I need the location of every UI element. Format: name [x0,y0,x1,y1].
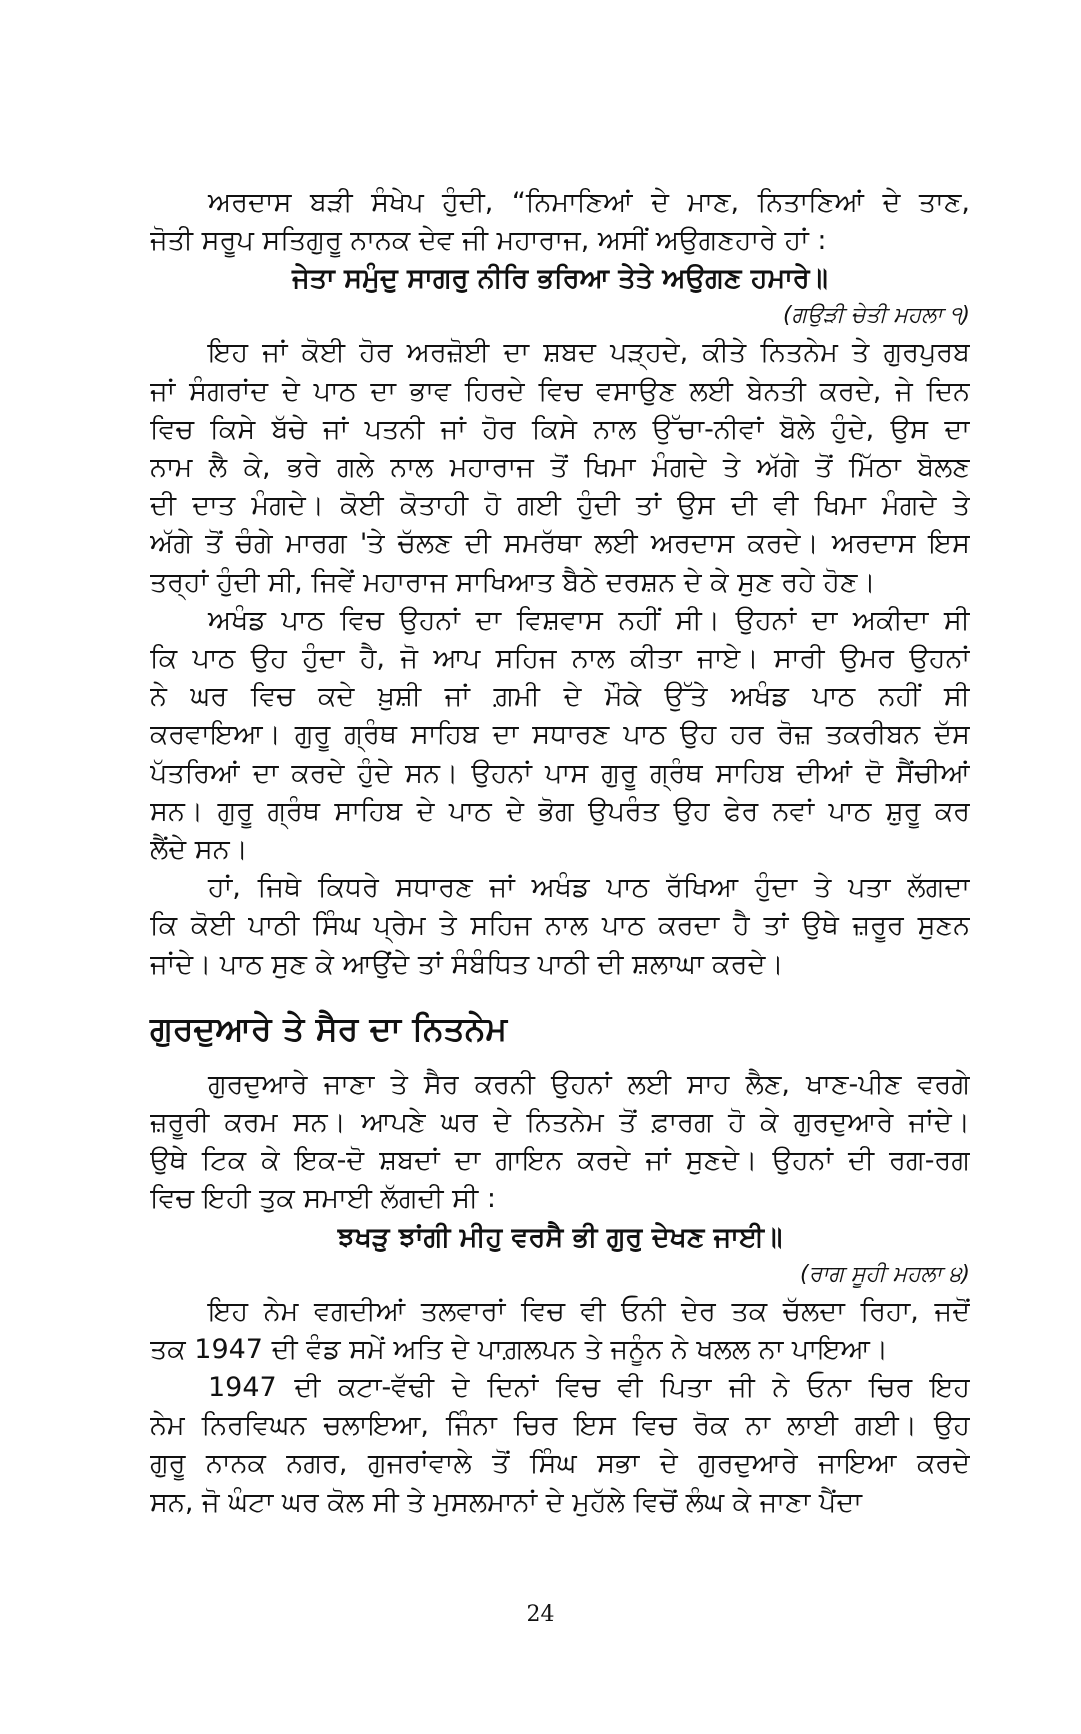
verse-citation: (ਰਾਗ ਸੂਹੀ ਮਹਲਾ ੪) [800,1261,970,1287]
text-line: ਜ਼ਰੂਰੀ ਕਰਮ ਸਨ। ਆਪਣੇ ਘਰ ਦੇ ਨਿਤਨੇਮ ਤੋਂ ਫ਼ਾਰਗ ਹੋ ਕੇ ਗੁਰਦੁਆਰੇ ਜਾਂਦੇ। [150,1107,970,1139]
text-line: ਨਾਮ ਲੈ ਕੇ, ਭਰੇ ਗਲੇ ਨਾਲ ਮਹਾਰਾਜ ਤੋਂ ਖਿਮਾ ਮੰਗਦੇ ਤੇ ਅੱਗੇ ਤੋਂ ਮਿੱਠਾ ਬੋਲਣ [150,452,970,484]
text-line: ਹਾਂ, ਜਿਥੇ ਕਿਧਰੇ ਸਧਾਰਣ ਜਾਂ ਅਖੰਡ ਪਾਠ ਰੱਖਿਆ ਹੁੰਦਾ ਤੇ ਪਤਾ ਲੱਗਦਾ [208,872,970,904]
text-line: ਗੁਰੂ ਨਾਨਕ ਨਗਰ, ਗੁਜਰਾਂਵਾਲੇ ਤੋਂ ਸਿੰਘ ਸਭਾ ਦੇ ਗੁਰਦੁਆਰੇ ਜਾਇਆ ਕਰਦੇ [150,1448,970,1480]
section-heading: ਗੁਰਦੁਆਰੇ ਤੇ ਸੈਰ ਦਾ ਨਿਤਨੇਮ [150,1008,508,1048]
paragraph [150,869,970,984]
text-line: ਵਿਚ ਇਹੀ ਤੁਕ ਸਮਾਈ ਲੱਗਦੀ ਸੀ : [150,1183,496,1215]
page-body [150,184,970,1522]
text-line: ਕਰਵਾਇਆ। ਗੁਰੂ ਗ੍ਰੰਥ ਸਾਹਿਬ ਦਾ ਸਧਾਰਣ ਪਾਠ ਉਹ ਹਰ ਰੋਜ਼ ਤਕਰੀਬਨ ਦੱਸ [150,719,970,751]
text-line: 1947 ਦੀ ਕਟਾ-ਵੱਢੀ ਦੇ ਦਿਨਾਂ ਵਿਚ ਵੀ ਪਿਤਾ ਜੀ ਨੇ ਓਨਾ ਚਿਰ ਇਹ [208,1372,970,1404]
paragraph [150,334,970,601]
text-line: ਨੇ ਘਰ ਵਿਚ ਕਦੇ ਖ਼ੁਸ਼ੀ ਜਾਂ ਗ਼ਮੀ ਦੇ ਮੌਕੇ ਉੱਤੇ ਅਖੰਡ ਪਾਠ ਨਹੀਂ ਸੀ [150,681,970,713]
scripture-verse: ਝਖੜੁ ਝਾਂਗੀ ਮੀਹੁ ਵਰਸੈ ਭੀ ਗੁਰੁ ਦੇਖਣ ਜਾਈ॥ [337,1221,783,1253]
text-line: ਗੁਰਦੁਆਰੇ ਜਾਣਾ ਤੇ ਸੈਰ ਕਰਨੀ ਉਹਨਾਂ ਲਈ ਸਾਹ ਲੈਣ, ਖਾਣ-ਪੀਣ ਵਰਗੇ [208,1068,970,1100]
text-line: ਜਾਂ ਸੰਗਰਾਂਦ ਦੇ ਪਾਠ ਦਾ ਭਾਵ ਹਿਰਦੇ ਵਿਚ ਵਸਾਉਣ ਲਈ ਬੇਨਤੀ ਕਰਦੇ, ਜੇ ਦਿਨ [150,375,970,407]
text-line: ਅਖੰਡ ਪਾਠ ਵਿਚ ਉਹਨਾਂ ਦਾ ਵਿਸ਼ਵਾਸ ਨਹੀਂ ਸੀ। ਉਹਨਾਂ ਦਾ ਅਕੀਦਾ ਸੀ [208,604,970,636]
text-line: ਤਰ੍ਹਾਂ ਹੁੰਦੀ ਸੀ, ਜਿਵੇਂ ਮਹਾਰਾਜ ਸਾਖਿਆਤ ਬੈਠੇ ਦਰਸ਼ਨ ਦੇ ਕੇ ਸੁਣ ਰਹੇ ਹੋਣ। [150,566,876,598]
text-line: ਲੈਂਦੇ ਸਨ। [150,834,248,866]
text-line: ਸਨ, ਜੋ ਘੰਟਾ ਘਰ ਕੋਲ ਸੀ ਤੇ ਮੁਸਲਮਾਨਾਂ ਦੇ ਮੁਹੱਲੇ ਵਿਚੋਂ ਲੰਘ ਕੇ ਜਾਣਾ ਪੈਂਦਾ [150,1486,862,1518]
verse-citation: (ਗਉੜੀ ਚੇਤੀ ਮਹਲਾ ੧) [783,303,970,329]
text-line: ਉਥੇ ਟਿਕ ਕੇ ਇਕ-ਦੋ ਸ਼ਬਦਾਂ ਦਾ ਗਾਇਨ ਕਰਦੇ ਜਾਂ ਸੁਣਦੇ। ਉਹਨਾਂ ਦੀ ਰਗ-ਰਗ [150,1145,970,1177]
text-line: ਤਕ 1947 ਦੀ ਵੰਡ ਸਮੇਂ ਅਤਿ ਦੇ ਪਾਗ਼ਲਪਨ ਤੇ ਜਨੂੰਨ ਨੇ ਖਲਲ ਨਾ ਪਾਇਆ। [150,1333,889,1365]
text-line: ਜਾਂਦੇ। ਪਾਠ ਸੁਣ ਕੇ ਆਉਂਦੇ ਤਾਂ ਸੰਬੰਧਿਤ ਪਾਠੀ ਦੀ ਸ਼ਲਾਘਾ ਕਰਦੇ। [150,948,784,980]
paragraph [150,1369,970,1522]
text-line: ਪੱਤਰਿਆਂ ਦਾ ਕਰਦੇ ਹੁੰਦੇ ਸਨ। ਉਹਨਾਂ ਪਾਸ ਗੁਰੂ ਗ੍ਰੰਥ ਸਾਹਿਬ ਦੀਆਂ ਦੋ ਸੈਂਚੀਆਂ [150,757,970,789]
text-line: ਸਨ। ਗੁਰੂ ਗ੍ਰੰਥ ਸਾਹਿਬ ਦੇ ਪਾਠ ਦੇ ਭੋਗ ਉਪਰੰਤ ਉਹ ਫੇਰ ਨਵਾਂ ਪਾਠ ਸ਼ੁਰੂ ਕਰ [150,795,970,827]
scripture-verse: ਜੇਤਾ ਸਮੁੰਦੁ ਸਾਗਰੁ ਨੀਰਿ ਭਰਿਆ ਤੇਤੇ ਅਉਗਣ ਹਮਾਰੇ॥ [292,263,828,295]
text-line: ਜੋਤੀ ਸਰੂਪ ਸਤਿਗੁਰੂ ਨਾਨਕ ਦੇਵ ਜੀ ਮਹਾਰਾਜ, ਅਸੀਂ ਅਉਗਣਹਾਰੇ ਹਾਂ : [150,225,827,257]
text-line: ਇਹ ਜਾਂ ਕੋਈ ਹੋਰ ਅਰਜ਼ੋਈ ਦਾ ਸ਼ਬਦ ਪੜ੍ਹਦੇ, ਕੀਤੇ ਨਿਤਨੇਮ ਤੇ ਗੁਰਪੁਰਬ [208,337,970,369]
paragraph [150,1066,970,1219]
text-line: ਅਰਦਾਸ ਬੜੀ ਸੰਖੇਪ ਹੁੰਦੀ, “ਨਿਮਾਣਿਆਂ ਦੇ ਮਾਣ, ਨਿਤਾਣਿਆਂ ਦੇ ਤਾਣ, [208,187,970,218]
page-number: 24 [526,1602,555,1627]
text-line: ਵਿਚ ਕਿਸੇ ਬੱਚੇ ਜਾਂ ਪਤਨੀ ਜਾਂ ਹੋਰ ਕਿਸੇ ਨਾਲ ਉੱਚਾ-ਨੀਵਾਂ ਬੋਲੇ ਹੁੰਦੇ, ਉਸ ਦਾ [150,413,970,445]
text-line: ਦੀ ਦਾਤ ਮੰਗਦੇ। ਕੋਈ ਕੋਤਾਹੀ ਹੋ ਗਈ ਹੁੰਦੀ ਤਾਂ ਉਸ ਦੀ ਵੀ ਖਿਮਾ ਮੰਗਦੇ ਤੇ [150,490,970,522]
paragraph [150,184,970,260]
text-line: ਨੇਮ ਨਿਰਵਿਘਨ ਚਲਾਇਆ, ਜਿੰਨਾ ਚਿਰ ਇਸ ਵਿਚ ਰੋਕ ਨਾ ਲਾਈ ਗਈ। ਉਹ [150,1410,970,1442]
text-line: ਅੱਗੇ ਤੋਂ ਚੰਗੇ ਮਾਰਗ 'ਤੇ ਚੱਲਣ ਦੀ ਸਮਰੱਥਾ ਲਈ ਅਰਦਾਸ ਕਰਦੇ। ਅਰਦਾਸ ਇਸ [150,528,970,560]
paragraph [150,1293,970,1369]
text-line: ਕਿ ਕੋਈ ਪਾਠੀ ਸਿੰਘ ਪ੍ਰੇਮ ਤੇ ਸਹਿਜ ਨਾਲ ਪਾਠ ਕਰਦਾ ਹੈ ਤਾਂ ਉਥੇ ਜ਼ਰੂਰ ਸੁਣਨ [150,910,970,942]
text-line: ਇਹ ਨੇਮ ਵਗਦੀਆਂ ਤਲਵਾਰਾਂ ਵਿਚ ਵੀ ਓਨੀ ਦੇਰ ਤਕ ਚੱਲਦਾ ਰਿਹਾ, ਜਦੋਂ [208,1295,970,1327]
paragraph [150,602,970,869]
text-line: ਕਿ ਪਾਠ ਉਹ ਹੁੰਦਾ ਹੈ, ਜੋ ਆਪ ਸਹਿਜ ਨਾਲ ਕੀਤਾ ਜਾਏ। ਸਾਰੀ ਉਮਰ ਉਹਨਾਂ [150,643,970,675]
